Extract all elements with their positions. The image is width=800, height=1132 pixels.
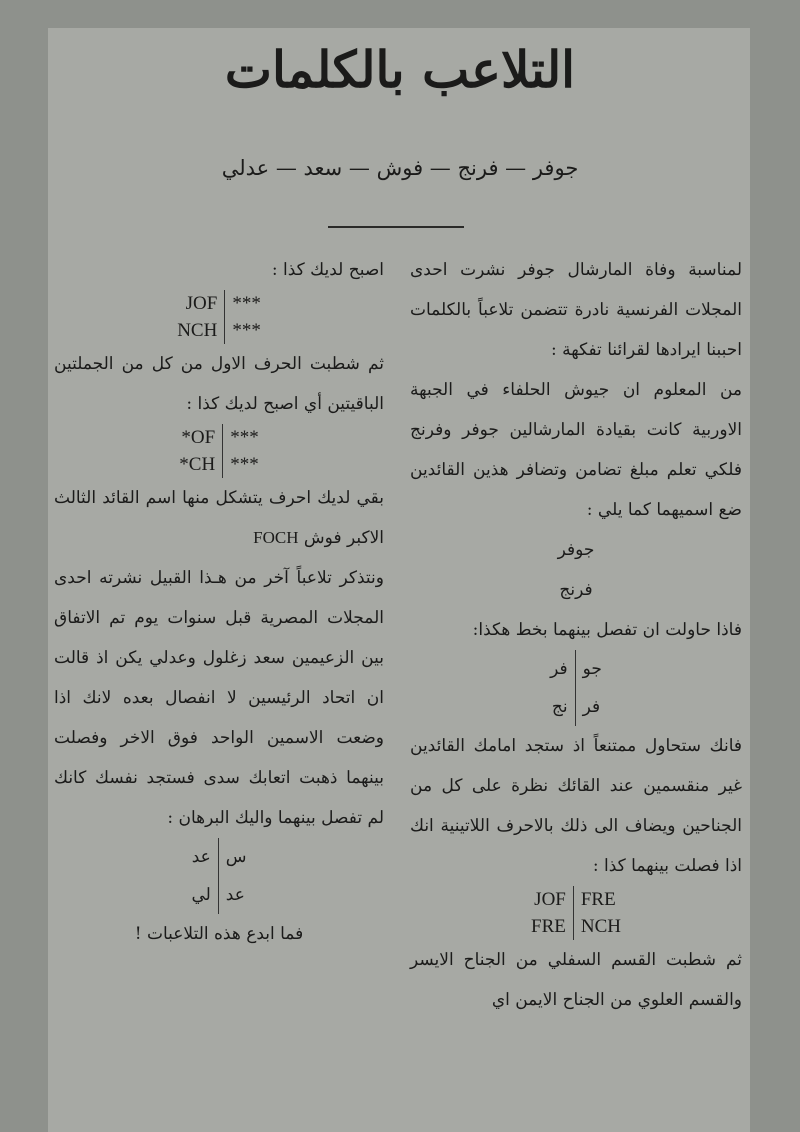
- split-cell: لي: [191, 885, 211, 905]
- latin-split-diagram: [54, 424, 384, 478]
- paragraph: ثم شطبت الحرف الاول من كل من الجملتين الباقيتين أي اصبح لديك كذا :: [54, 354, 384, 414]
- arabic-split-diagram: [410, 650, 742, 726]
- split-cell: س: [225, 847, 247, 867]
- paragraph: فاذا حاولت ان تفصل بينهما بخط هكذا:: [472, 620, 742, 640]
- split-cell: NCH: [177, 320, 218, 341]
- paragraph: لمناسبة وفاة المارشال جوفر نشرت احدى المجلات الفرنسية نادرة تتضمن تلاعباً بالكلمات احببنا ايرادها لقرائنا تفكهة :: [410, 260, 742, 360]
- name-line: جوفر: [557, 540, 595, 560]
- closing-line: فما ابدع هذه التلاعبات !: [134, 924, 304, 944]
- split-cell: ***: [232, 320, 261, 341]
- split-cell: *OF: [181, 427, 216, 448]
- right-column: [410, 250, 742, 1020]
- paragraph-text: بقي لديك احرف يتشكل منها اسم القائد الثالث الاكبر فوش: [54, 488, 384, 548]
- paragraph: ونتذكر تلاعباً آخر من هـذا القبيل نشرته احدى المجلات المصرية قبل سنوات يوم تم الاتفاق بين الزعيمين سعد زغلول وعدلي يكن اذ قالت ان اتحاد الرئيسين لا انفصال بعده لانك اذا وضعت الاسمين الواحد فوق الاخر وفصلت بينهما ذهبت اتعابك سدى فستجد نفسك كانك لم تفصل بينهما واليك البرهان :: [54, 568, 384, 828]
- arabic-split-diagram: [54, 838, 384, 914]
- split-cell: فر: [582, 697, 601, 717]
- split-cell: JOF: [534, 889, 566, 910]
- split-cell: FRE: [580, 889, 616, 910]
- split-cell: جو: [582, 659, 602, 679]
- split-cell: نج: [551, 697, 568, 717]
- split-cell: JOF: [185, 293, 218, 314]
- paragraph: اصبح لديك كذا :: [271, 260, 384, 280]
- paragraph: [54, 478, 384, 558]
- latin-split-diagram: [410, 886, 742, 940]
- split-cell: عد: [225, 885, 245, 905]
- split-cell: FRE: [531, 916, 566, 937]
- paragraph: ثم شطبت القسم السفلي من الجناح الايسر والقسم العلوي من الجناح الايمن اي: [410, 950, 742, 1010]
- article-subtitle: جوفر — فرنج — فوش — سعد — عدلي: [221, 156, 579, 180]
- paragraph: فانك ستحاول ممتنعاً اذ ستجد امامك القائدين غير منقسمين عند القائك نظرة على كل من الجناحين ويضاف الى ذلك بالاحرف اللاتينية انك اذا فصلت بينهما كذا :: [410, 736, 742, 876]
- split-cell: NCH: [580, 916, 621, 937]
- article-title: التلاعب بالكلمات: [224, 40, 576, 99]
- paragraph: من المعلوم ان جيوش الحلفاء في الجبهة الاوربية كانت بقيادة المارشالين جوفر وفرنج فلكي تعلم مبلغ تضامن وتضافر هذين القائدين ضع اسميهما كما يلي :: [410, 380, 742, 520]
- foch-word: FOCH: [253, 528, 299, 547]
- title-divider: [328, 226, 464, 228]
- latin-split-diagram: [54, 290, 384, 344]
- split-cell: فر: [550, 659, 568, 679]
- split-cell: ***: [230, 427, 259, 448]
- split-cell: *CH: [179, 454, 216, 475]
- split-cell: ***: [230, 454, 259, 475]
- split-cell: عد: [191, 847, 211, 867]
- left-column: [54, 250, 384, 954]
- name-line: فرنج: [559, 580, 593, 600]
- split-cell: ***: [232, 293, 261, 314]
